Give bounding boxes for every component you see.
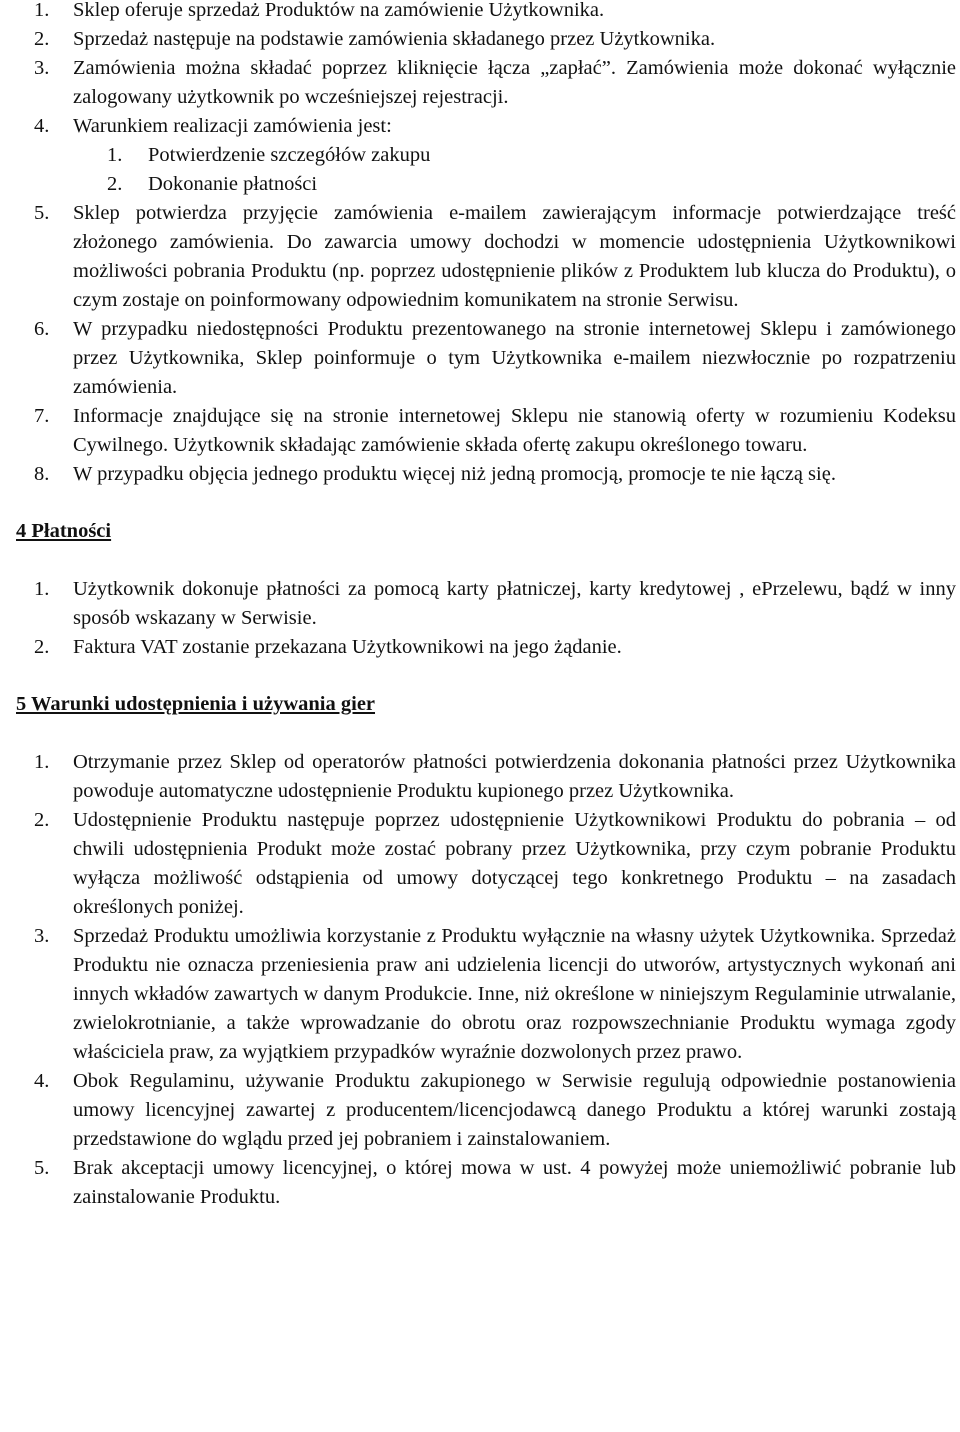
section-4-list	[0, 575, 960, 662]
list-number: 1.	[34, 578, 50, 600]
list-text: Warunkiem realizacji zamówienia jest:	[73, 115, 392, 137]
list-item	[0, 199, 960, 315]
list-number: 5.	[34, 202, 50, 224]
list-text: Sklep oferuje sprzedaż Produktów na zamówienie Użytkownika.	[73, 0, 605, 21]
list-text: Zamówienia można składać poprzez kliknięcie łącza „zapłać”. Zamówienia może dokonać wyłącznie zalogowany użytkownik po wcześniejszej rejestracji.	[73, 57, 956, 108]
list-text: Faktura VAT zostanie przekazana Użytkownikowi na jego żądanie.	[73, 636, 622, 658]
list-number: 6.	[34, 318, 50, 340]
list-text: Dokonanie płatności	[148, 173, 318, 195]
list-item	[0, 460, 960, 489]
list-item	[0, 112, 960, 141]
section-heading-game-access: 5 Warunki udostępnienia i używania gier	[16, 693, 376, 715]
list-item	[0, 25, 960, 54]
section-heading-payments: 4 Płatności	[16, 520, 112, 542]
list-item	[0, 402, 960, 460]
list-item	[0, 922, 960, 1067]
list-text: Informacje znajdujące się na stronie internetowej Sklepu nie stanowią oferty w rozumieniu Kodeksu Cywilnego. Użytkownik składając zamówienie składa ofertę zakupu określonego towaru.	[73, 405, 956, 456]
list-item	[0, 633, 960, 662]
list-text: Sprzedaż Produktu umożliwia korzystanie z Produktu wyłącznie na własny użytek Użytkownika. Sprzedaż Produktu nie oznacza przeniesienia praw ani udzielenia licencji do utworów, artystycznych wykonań ani innych wkładów zawartych w danym Produkcie. Inne, niż określone w niniejszym Regulaminie utrwalanie, zwielokrotnianie, a także wprowadzanie do obrotu oraz rozpowszechnianie Produktu wymaga zgody właściciela praw, za wyjątkiem przypadków wyraźnie dozwolonych przez prawo.	[73, 925, 956, 1063]
list-number: 2.	[107, 173, 123, 195]
sub-list-item	[0, 141, 960, 170]
list-item	[0, 1154, 960, 1212]
list-text: Obok Regulaminu, używanie Produktu zakupionego w Serwisie regulują odpowiednie postanowienia umowy licencyjnej zawartej z producentem/licencjodawcą danego Produktu a której warunki zostają przedstawione do wglądu przed jej pobraniem i zainstalowaniem.	[73, 1070, 956, 1150]
list-number: 1.	[107, 144, 123, 166]
list-number: 1.	[34, 751, 50, 773]
list-item	[0, 0, 960, 25]
section-3-list	[0, 0, 960, 489]
list-text: Sklep potwierdza przyjęcie zamówienia e-mailem zawierającym informacje potwierdzające treść złożonego zamówienia. Do zawarcia umowy dochodzi w momencie udostępnienia Użytkownikowi możliwości pobrania Produktu (np. poprzez udostępnienie plików z Produktem lub klucza do Produktu), o czym zostaje on poinformowany odpowiednim komunikatem na stronie Serwisu.	[73, 202, 956, 311]
list-item	[0, 748, 960, 806]
list-text: Udostępnienie Produktu następuje poprzez udostępnienie Użytkownikowi Produktu do pobrania – od chwili udostępnienia Produkt może zostać pobrany przez Użytkownika, przy czym pobranie Produktu wyłącza możliwość odstąpienia od umowy dotyczącej tego konkretnego Produktu – na zasadach określonych poniżej.	[73, 809, 956, 918]
list-number: 4.	[34, 115, 50, 137]
list-text: Brak akceptacji umowy licencyjnej, o której mowa w ust. 4 powyżej może uniemożliwić pobranie lub zainstalowanie Produktu.	[73, 1157, 956, 1208]
list-item	[0, 1067, 960, 1154]
sub-list-item	[0, 170, 960, 199]
list-number: 5.	[34, 1157, 50, 1179]
list-number: 2.	[34, 809, 50, 831]
list-text: Otrzymanie przez Sklep od operatorów płatności potwierdzenia dokonania płatności przez Użytkownika powoduje automatyczne udostępnienie Produktu kupionego przez Użytkownika.	[73, 751, 956, 802]
list-number: 3.	[34, 925, 50, 947]
list-text: W przypadku objęcia jednego produktu więcej niż jedną promocją, promocje te nie łączą się.	[73, 463, 836, 485]
section-5-list	[0, 748, 960, 1212]
list-number: 1.	[34, 0, 50, 21]
list-item	[0, 575, 960, 633]
list-number: 4.	[34, 1070, 50, 1092]
list-number: 8.	[34, 463, 50, 485]
list-item	[0, 315, 960, 402]
list-number: 7.	[34, 405, 50, 427]
list-text: Potwierdzenie szczegółów zakupu	[148, 144, 431, 166]
list-text: Użytkownik dokonuje płatności za pomocą karty płatniczej, karty kredytowej , ePrzelewu, bądź w inny sposób wskazany w Serwisie.	[73, 578, 956, 629]
list-text: Sprzedaż następuje na podstawie zamówienia składanego przez Użytkownika.	[73, 28, 716, 50]
list-item	[0, 806, 960, 922]
list-item	[0, 54, 960, 112]
list-number: 2.	[34, 636, 50, 658]
list-text: W przypadku niedostępności Produktu prezentowanego na stronie internetowej Sklepu i zamówionego przez Użytkownika, Sklep poinformuje o tym Użytkownika e-mailem niezwłocznie po rozpatrzeniu zamówienia.	[73, 318, 956, 398]
list-number: 3.	[34, 57, 50, 79]
list-number: 2.	[34, 28, 50, 50]
